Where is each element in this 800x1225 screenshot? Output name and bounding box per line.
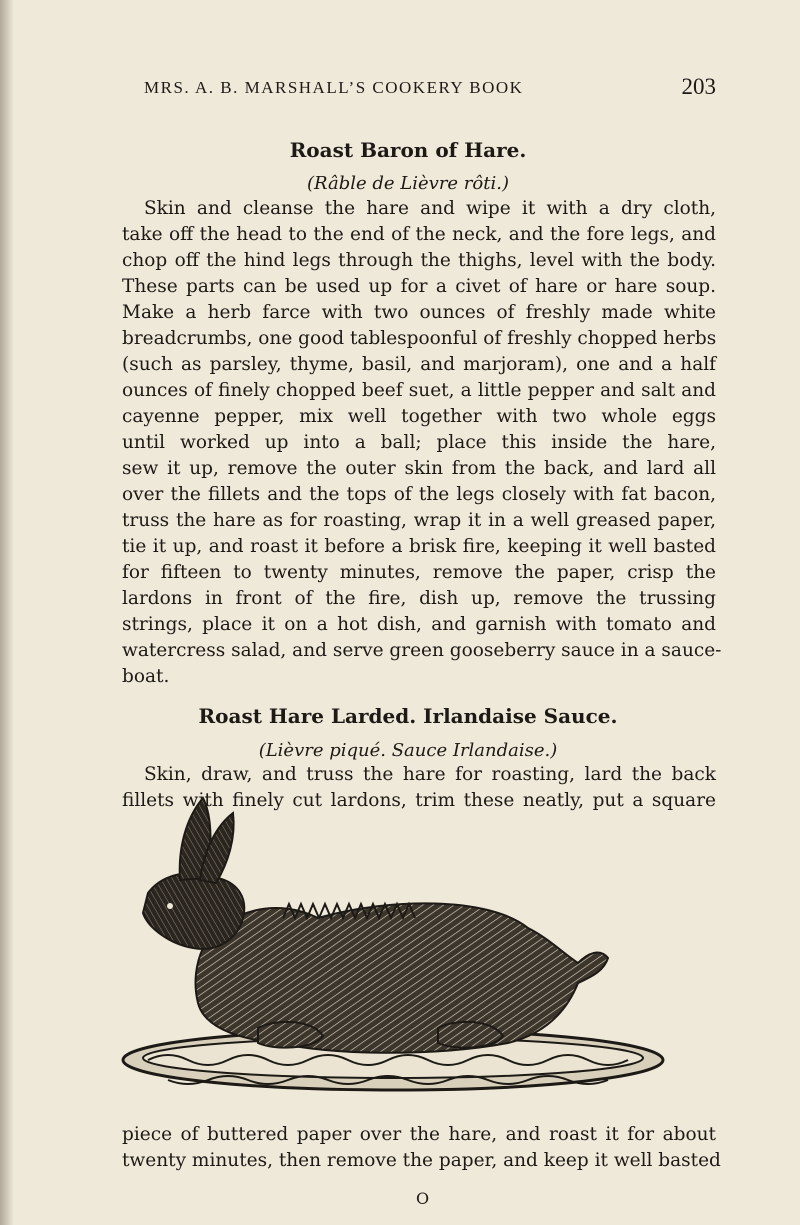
- text-line: piece of buttered paper over the hare, and roast it for about: [122, 1124, 716, 1145]
- text-line: fillets with finely cut lardons, trim these neatly, put a square: [122, 790, 716, 811]
- text-line: truss the hare as for roasting, wrap it in a well greased paper,: [122, 510, 716, 531]
- text-line: twenty minutes, then remove the paper, and keep it well basted: [122, 1150, 721, 1171]
- text-line: take off the head to the end of the neck, and the fore legs, and: [122, 224, 716, 245]
- text-line: tie it up, and roast it before a brisk fire, keeping it well basted: [122, 536, 716, 557]
- recipe-subtitle-roast-baron: (Râble de Lièvre rôti.): [307, 173, 509, 194]
- text-line: chop off the hind legs through the thighs, level with the body.: [122, 250, 716, 271]
- text-line: lardons in front of the fire, dish up, remove the trussing: [122, 588, 716, 609]
- text-line: boat.: [122, 666, 170, 687]
- text-line: ounces of finely chopped beef suet, a little pepper and salt and: [122, 380, 716, 401]
- recipe-body-roast-baron: [122, 196, 722, 690]
- running-head-title: MRS. A. B. MARSHALL’S COOKERY BOOK: [144, 78, 524, 97]
- roast-hare-illustration: [108, 788, 688, 1108]
- signature-mark: O: [416, 1189, 430, 1208]
- recipe-subtitle-roast-hare-larded: (Lièvre piqué. Sauce Irlandaise.): [258, 740, 558, 761]
- recipe-title-roast-baron: Roast Baron of Hare.: [289, 138, 527, 162]
- page-gutter-shadow: [0, 0, 14, 1225]
- running-head: [100, 74, 716, 102]
- page-number: 203: [681, 74, 716, 99]
- text-line: breadcrumbs, one good tablespoonful of freshly chopped herbs: [122, 328, 717, 349]
- text-line: Skin and cleanse the hare and wipe it with a dry cloth,: [144, 198, 716, 219]
- text-line: (such as parsley, thyme, basil, and marjoram), one and a half: [122, 354, 716, 375]
- text-line: strings, place it on a hot dish, and garnish with tomato and: [122, 614, 716, 635]
- text-line: watercress salad, and serve green gooseberry sauce in a sauce-: [122, 640, 722, 661]
- text-line: over the fillets and the tops of the legs closely with fat bacon,: [122, 484, 716, 505]
- text-line: sew it up, remove the outer skin from the back, and lard all: [122, 458, 716, 479]
- text-line: cayenne pepper, mix well together with two whole eggs: [122, 406, 716, 427]
- recipe-body-roast-hare-larded-continued: [122, 1122, 721, 1174]
- text-line: Make a herb farce with two ounces of freshly made white: [122, 302, 716, 323]
- text-line: Skin, draw, and truss the hare for roasting, lard the back: [144, 764, 716, 785]
- text-line: for fifteen to twenty minutes, remove the paper, crisp the: [122, 562, 716, 583]
- text-line: These parts can be used up for a civet of hare or hare soup.: [122, 276, 716, 297]
- text-line: until worked up into a ball; place this inside the hare,: [122, 432, 716, 453]
- hare-figure: [143, 798, 608, 1053]
- recipe-title-roast-hare-larded: Roast Hare Larded. Irlandaise Sauce.: [198, 704, 618, 728]
